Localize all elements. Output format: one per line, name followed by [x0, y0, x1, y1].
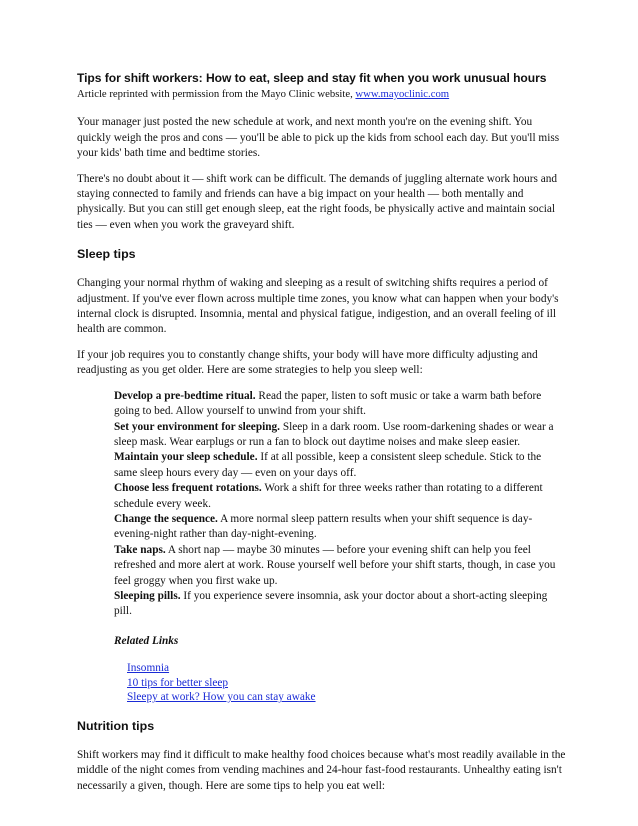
- related-links-list: [127, 661, 567, 705]
- tip-text: If at all possible, keep a consistent sleep schedule. Stick to the same sleep hours every day — even on your days off.: [114, 451, 542, 479]
- tip-item: [114, 420, 567, 451]
- tip-text: If you experience severe insomnia, ask your doctor about a short-acting sleeping pill.: [114, 589, 548, 618]
- tip-text: A short nap — maybe 30 minutes — before your evening shift can help you feel refreshed and more alert at work. Rouse yourself well before your shift starts, though, in case you feel groggy when you first wake up.: [114, 543, 556, 587]
- related-link-sleepy-at-work[interactable]: Sleepy at work? How you can stay awake: [127, 691, 316, 704]
- nutrition-tips-heading: Nutrition tips: [77, 718, 155, 733]
- tip-item: [114, 512, 567, 543]
- related-link-sleep-tips[interactable]: 10 tips for better sleep: [127, 676, 229, 689]
- nutrition-paragraph: Shift workers may find it difficult to make healthy food choices because what's most readily available in the middle of the night comes from vending machines and 24-hour fast-food restaurants. Unhealthy eating isn't necessarily a given, though. Here are some tips to help you eat well:: [77, 748, 566, 792]
- tip-text: Work a shift for three weeks rather than rotating to a different schedule every week.: [114, 482, 543, 510]
- tip-text: Read the paper, listen to soft music or take a warm bath before going to bed. Allow yourself to unwind from your shift.: [114, 389, 542, 418]
- intro-paragraph-2: There's no doubt about it — shift work can be difficult. The demands of juggling alternate work hours and staying connected to family and friends can have a big impact on your health — both mentally and physically. But you can still get enough sleep, eat the right foods, be physically active and maintain social ties — even when you work the graveyard shift.: [77, 172, 558, 231]
- intro-paragraph-1: Your manager just posted the new schedule at work, and next month you're on the evening shift. You quickly weigh the pros and cons — you'll be able to pick up the kids from school each day. But you'll miss your kids' bath time and bedtime stories.: [77, 116, 560, 160]
- tip-item: [114, 589, 567, 620]
- related-link-insomnia[interactable]: Insomnia: [127, 662, 170, 675]
- mayo-clinic-link[interactable]: www.mayoclinic.com: [355, 88, 450, 100]
- tip-item: [114, 389, 567, 420]
- article-title: Tips for shift workers: How to eat, sleep and stay fit when you work unusual hours: [77, 71, 547, 85]
- tip-title: Set your environment for sleeping.: [114, 420, 281, 433]
- tip-item: [114, 543, 567, 589]
- tip-item: [114, 450, 567, 481]
- tip-title: Change the sequence.: [114, 512, 218, 525]
- tip-item: [114, 481, 567, 512]
- sleep-tips-list: [114, 389, 567, 620]
- tip-title: Develop a pre-bedtime ritual.: [114, 389, 256, 402]
- sleep-tips-heading: Sleep tips: [77, 247, 136, 262]
- tip-text: Sleep in a dark room. Use room-darkening shades or wear a sleep mask. Wear earplugs or run a fan to block out daytime noises and make sleep easier.: [114, 420, 554, 448]
- tip-title: Maintain your sleep schedule.: [114, 451, 258, 464]
- related-links-title: Related Links: [114, 634, 179, 647]
- tip-title: Take naps.: [114, 543, 166, 556]
- tip-title: Sleeping pills.: [114, 589, 181, 602]
- tip-text: A more normal sleep pattern results when your shift sequence is day-evening-night rather than day-night-evening.: [114, 512, 533, 541]
- sleep-paragraph-2: If your job requires you to constantly change shifts, your body will have more difficulty adjusting and readjusting as you get older. Here are some strategies to help you sleep well:: [77, 348, 538, 377]
- sleep-paragraph-1: Changing your normal rhythm of waking and sleeping as a result of switching shifts requires a period of adjustment. If you've ever flown across multiple time zones, you know what can happen when your body's internal clock is disrupted. Insomnia, mental and physical fatigue, indigestion, and an overall feeling of ill health are common.: [77, 277, 559, 336]
- reprint-prefix: Article reprinted with permission from the Mayo Clinic website,: [77, 88, 356, 100]
- reprint-note: [77, 87, 567, 102]
- tip-title: Choose less frequent rotations.: [114, 482, 262, 495]
- article: [77, 71, 567, 794]
